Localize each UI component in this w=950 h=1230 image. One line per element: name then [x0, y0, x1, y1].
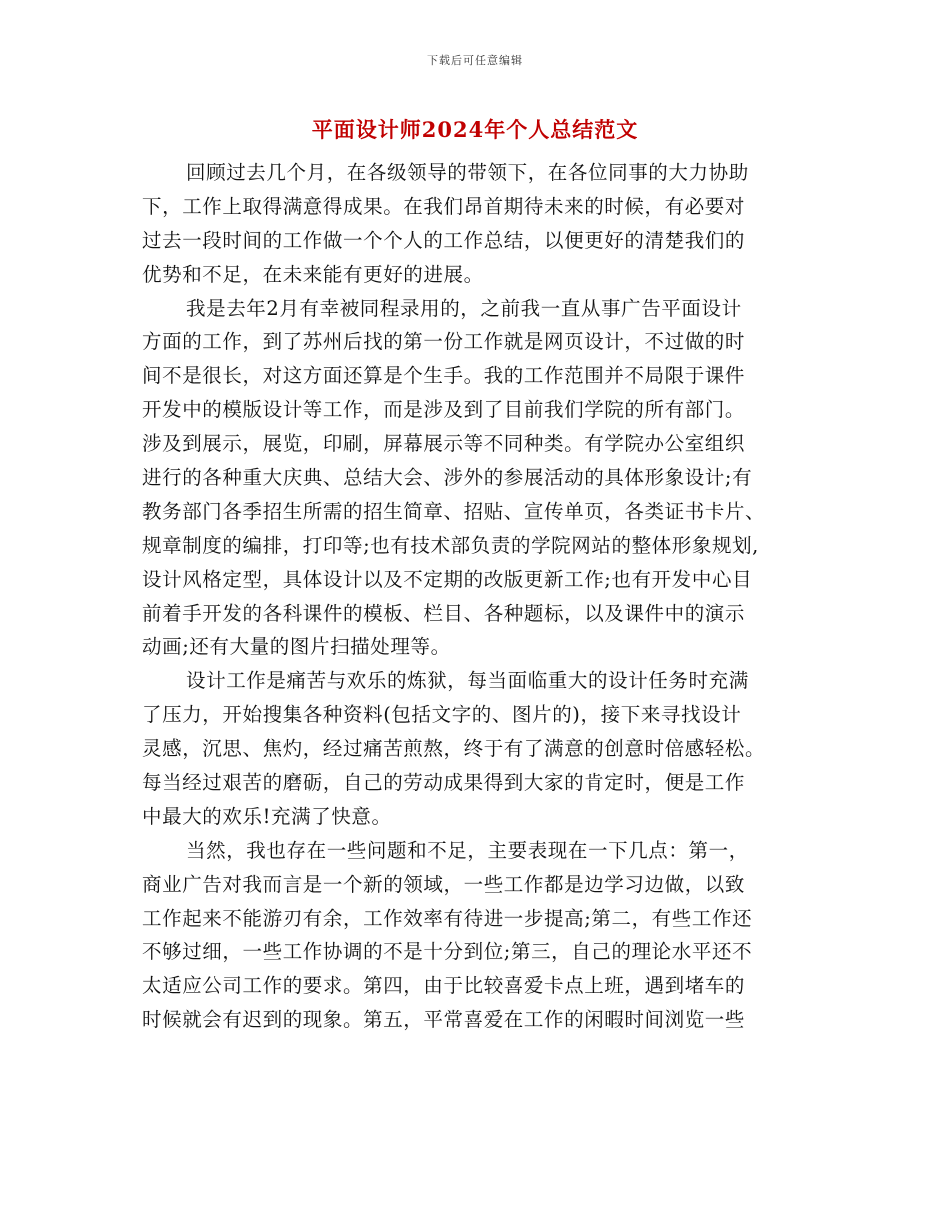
paragraph-1-line-4: 优势和不足，在未来能有更好的进展。	[142, 262, 484, 286]
paragraph-2-line-8: 规章制度的编排，打印等;也有技术部负责的学院网站的整体形象规划,	[142, 533, 759, 557]
paragraph-2-line-6: 进行的各种重大庆典、总结大会、涉外的参展活动的具体形象设计;有	[142, 466, 753, 490]
paragraph-2-line-9: 设计风格定型，具体设计以及不定期的改版更新工作;也有开发中心目	[142, 567, 753, 591]
paragraph-2-line-4: 开发中的模版设计等工作，而是涉及到了目前我们学院的所有部门。	[142, 398, 746, 422]
paragraph-2-line-2: 方面的工作，到了苏州后找的第一份工作就是网页设计，不过做的时	[142, 330, 746, 354]
paragraph-4-line-2: 商业广告对我而言是一个新的领域，一些工作都是边学习边做，以致	[142, 872, 746, 896]
paragraph-2-line-7: 教务部门各季招生所需的招生简章、招贴、宣传单页，各类证书卡片、	[142, 499, 766, 523]
paragraph-3-line-4: 每当经过艰苦的磨砺，自己的劳动成果得到大家的肯定时，便是工作	[142, 771, 746, 795]
paragraph-4-line-4: 不够过细，一些工作协调的不是十分到位;第三，自己的理论水平还不	[142, 940, 753, 964]
paragraph-2-line-10: 前着手开发的各科课件的模板、栏目、各种题标，以及课件中的演示	[142, 601, 746, 625]
paragraph-2-line-1: 我是去年2月有幸被同程录用的，之前我一直从事广告平面设计	[186, 296, 742, 320]
paragraph-3-line-3: 灵感，沉思、焦灼，经过痛苦煎熬，终于有了满意的创意时倍感轻松。	[142, 737, 766, 761]
paragraph-4-line-3: 工作起来不能游刃有余，工作效率有待进一步提高;第二，有些工作还	[142, 906, 753, 930]
paragraph-1-line-1: 回顾过去几个月，在各级领导的带领下，在各位同事的大力协助	[186, 161, 749, 184]
document-body	[142, 156, 812, 1037]
header-note: 下载后可任意编辑	[427, 54, 523, 67]
paragraph-1-line-2: 下，工作上取得满意得成果。在我们昂首期待未来的时候，有必要对	[142, 194, 746, 218]
paragraph-4-line-6: 时候就会有迟到的现象。第五，平常喜爱在工作的闲暇时间浏览一些	[142, 1008, 746, 1032]
paragraph-2-line-5: 涉及到展示，展览，印刷，屏幕展示等不同种类。有学院办公室组织	[142, 432, 746, 456]
paragraph-4-line-1: 当然，我也存在一些问题和不足，主要表现在一下几点：第一，	[186, 838, 749, 862]
paragraph-3-line-1: 设计工作是痛苦与欢乐的炼狱，每当面临重大的设计任务时充满	[186, 669, 749, 693]
paragraph-2-line-3: 间不是很长，对这方面还算是个生手。我的工作范围并不局限于课件	[142, 364, 746, 388]
paragraph-2-line-11: 动画;还有大量的图片扫描处理等。	[142, 635, 451, 659]
paragraph-4-line-5: 太适应公司工作的要求。第四，由于比较喜爱卡点上班，遇到堵车的	[142, 974, 746, 998]
document-title: 平面设计师2024年个人总结范文	[311, 117, 639, 142]
paragraph-1-line-3: 过去一段时间的工作做一个个人的工作总结，以便更好的清楚我们的	[142, 228, 746, 252]
paragraph-3-line-5: 中最大的欢乐!充满了快意。	[142, 804, 392, 828]
paragraph-3-line-2: 了压力，开始搜集各种资料(包括文字的、图片的)，接下来寻找设计	[142, 703, 742, 727]
